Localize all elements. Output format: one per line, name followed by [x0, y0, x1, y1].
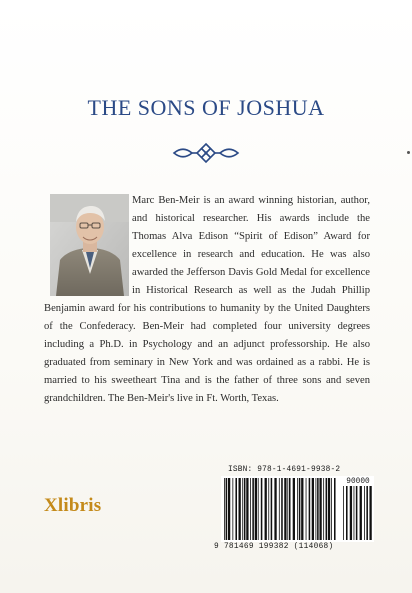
isbn-label: ISBN: 978-1-4691-9938-2 [228, 466, 341, 474]
barcode-bar [360, 486, 362, 540]
barcode-bar [255, 478, 257, 540]
barcode-bar [323, 478, 324, 540]
barcode-bar [319, 478, 321, 540]
barcode-bar [328, 478, 330, 540]
barcode-bar [268, 478, 269, 540]
barcode-bar [265, 478, 267, 540]
author-bio-text: Marc Ben-Meir is an award winning historian, author, and historical researcher. His awards include the Thomas Alva Edison “Spirit of Edison” Award for excellence in research and education. He was also awarded the Jefferson Davis Gold Medal for excellence in Historical Research as well as the Judah Phillip Benjamin award for his contributions to humanity by the United Daughters of the Confederacy. Ben-Meir had completed four university degrees including a Ph.D. in Psychology and an adjunct professorship. He also graduated from seminary in New York and was ordained as a rabbi. He is married to his sweetheart Tina and is the father of three sons and seven grandchildren. The Ben-Meir's live in Ft. Worth, Texas. [44, 195, 370, 404]
barcode-bar [279, 478, 280, 540]
barcode-bar [246, 478, 248, 540]
barcode-bar [293, 478, 295, 540]
barcode-bar [369, 486, 371, 540]
barcode-bar [343, 486, 344, 540]
barcode-bar [350, 486, 352, 540]
barcode-bar [356, 486, 358, 540]
book-title: THE SONS OF JOSHUA [87, 95, 325, 120]
barcode-bar [224, 478, 225, 540]
barcode-bar [334, 478, 336, 540]
barcode-bar [289, 478, 291, 540]
barcode-bar [287, 478, 288, 540]
barcode-bar [235, 478, 237, 540]
barcode-bar [284, 478, 286, 540]
barcode-bar [317, 478, 319, 540]
knot-ornament-icon [172, 142, 240, 164]
barcode-bar [239, 478, 241, 540]
barcode-bar [331, 478, 332, 540]
barcode-bar [250, 478, 251, 540]
barcode-bar [281, 478, 283, 540]
barcode-bar [301, 478, 303, 540]
barcode-bar [274, 478, 276, 540]
barcode-bar [244, 478, 246, 540]
barcode-digits-row [214, 543, 334, 551]
barcode-bar [346, 486, 348, 540]
barcode-bar [228, 478, 230, 540]
barcode-bar [309, 478, 311, 540]
barcode-bar [271, 478, 273, 540]
barcode-bar [299, 478, 301, 540]
photo-spacer [44, 192, 132, 300]
price-code: 90000 [346, 478, 370, 486]
barcode-bar [261, 478, 263, 540]
barcode-digits: 9 781469 199382 [214, 543, 289, 551]
stock-code: (114068) [293, 543, 334, 551]
barcode-bar [364, 486, 365, 540]
barcode-bar [242, 478, 243, 540]
barcode-bar [354, 486, 355, 540]
edge-mark [407, 151, 410, 154]
barcode-bar [326, 478, 328, 540]
isbn-barcode [221, 476, 374, 542]
barcode-bar [297, 478, 298, 540]
barcode-bar [258, 478, 259, 540]
publisher-logo: Xlibris [44, 495, 102, 516]
barcode-bar [312, 478, 314, 540]
barcode-bar [316, 478, 317, 540]
barcode-bar [252, 478, 254, 540]
barcode-bar [226, 478, 228, 540]
barcode-bar [306, 478, 307, 540]
author-bio [44, 192, 370, 408]
barcode-bar [232, 478, 233, 540]
barcode-bar [366, 486, 368, 540]
